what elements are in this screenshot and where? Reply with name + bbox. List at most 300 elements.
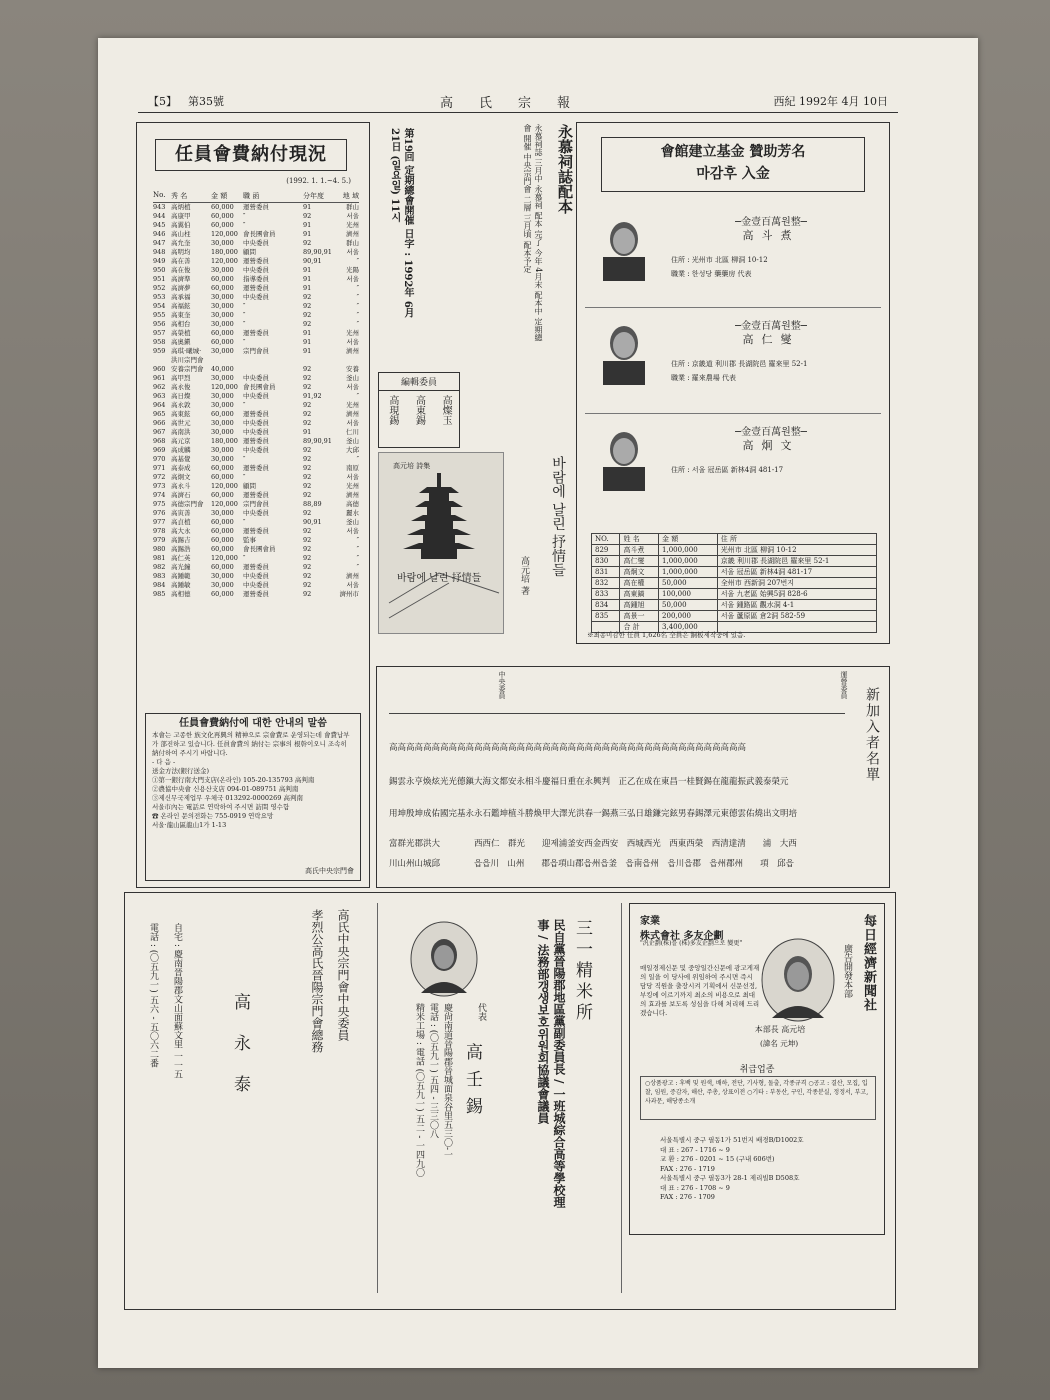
dues-cell: 運營委員	[243, 257, 269, 265]
dues-cell: 92	[303, 536, 312, 544]
donor-amount: ─金壹百萬원整─	[735, 217, 807, 228]
dues-cell: 965	[153, 410, 166, 418]
member-names-1: 錫雲永亨煥炫光光德鎭大海文都安永相斗慶福日重在永興判 正乙在成在東昌一桂賢錫在龍龍振武義泰榮元	[389, 777, 789, 787]
dues-cell: 會長團會員	[243, 383, 276, 391]
dues-cell: 中央委員	[243, 572, 269, 580]
dues-cell: 監事	[243, 536, 256, 544]
dues-cell: 顧問	[243, 482, 256, 490]
dues-cell: 高東鉉	[171, 410, 191, 418]
col-amount: 金 額	[659, 534, 718, 545]
notice-line: 本會는 고종한 族文化再興의 精神으로 宗會費로 운영되는데 會費납부가 部진하고 있습니다. 任員會費의 納付는 宗事의 根幹이오니 조속히 納付하여 주시기 바랍니다.	[152, 731, 350, 757]
dues-cell: 高相德	[171, 590, 191, 598]
ad3-biz-title: 취급업종	[739, 1065, 775, 1075]
dues-cell: 서울	[346, 212, 359, 220]
fund-cell: 100,000	[659, 589, 718, 600]
ad1-home: 自宅 : 慶南晉陽郡文山面蘇文里 一一五	[172, 923, 182, 1079]
col-name: 姓 名	[620, 534, 659, 545]
ad3-head: 本部長 高元培	[754, 1025, 806, 1034]
donor-card	[591, 317, 877, 401]
dues-cell: 972	[153, 473, 166, 481]
dues-cell: 30,000	[211, 293, 234, 301]
dues-row	[153, 257, 359, 266]
editor-name: 高燦玉	[440, 395, 452, 425]
dues-section	[136, 122, 370, 888]
dues-cell: 120,000	[211, 257, 238, 265]
dues-cell: 971	[153, 464, 166, 472]
dues-cell: 30,000	[211, 311, 234, 319]
dues-cell: 60,000	[211, 212, 234, 220]
donor-address: 住所 : 光州市 北區 柳洞 10-12	[671, 256, 768, 264]
dues-cell: 光陽	[346, 266, 359, 274]
dues-cell: 濟州	[346, 230, 359, 238]
member-surnames: 高高高高高高高高高高高高高高高高高高高高高高高高高高高高高高高高高高高高高高高高高高	[389, 743, 747, 753]
fund-cell: 高在權	[620, 578, 659, 589]
dues-row	[153, 311, 359, 320]
contact-line: 대 표 : 276 - 1708 ~ 9	[660, 1183, 730, 1192]
fund-note: ※최종미감한 任員 1,626名 全員은 銅板제작중에 있음.	[587, 631, 746, 639]
ad2-rep-label: 代表	[476, 1003, 486, 1021]
dues-cell: 洪川宗門會	[171, 356, 204, 364]
dues-cell: 92	[303, 212, 312, 220]
dues-cell: 974	[153, 491, 166, 499]
dues-cell: 高永斗	[171, 482, 191, 490]
dues-cell: 高翼伯	[171, 221, 191, 229]
dues-cell: 大邱	[346, 446, 359, 454]
dues-cell: 高甲烈	[171, 374, 191, 382]
paper-title: 高氏宗報	[439, 95, 596, 111]
dues-cell: 中央委員	[243, 266, 269, 274]
fund-cell: 829	[592, 545, 620, 556]
header-amount: 金 額	[211, 192, 228, 200]
dues-cell: 979	[153, 536, 166, 544]
dues-cell: 서울	[346, 581, 359, 589]
dues-cell: ″	[356, 536, 359, 544]
dues-row	[153, 374, 359, 383]
dues-cell: 92	[303, 545, 312, 553]
book-side-title	[518, 456, 568, 632]
dues-cell: 92	[303, 455, 312, 463]
contact-line: FAX : 276 - 1709	[660, 1193, 715, 1201]
donor-amount: ─金壹百萬원整─	[735, 427, 807, 438]
masthead	[148, 92, 888, 110]
dues-cell	[153, 356, 171, 365]
dues-row	[153, 563, 359, 572]
notice-line: 서울市內는 電話로 연락하여 주시면 訪問 영수함	[152, 803, 290, 811]
dues-cell: ″	[243, 311, 246, 319]
dues-cell: 951	[153, 275, 166, 283]
contact-line: 서울특별시 중구 필동1가 51번지 배경B/D1002호	[660, 1136, 804, 1144]
dues-cell: 60,000	[211, 221, 234, 229]
fund-section	[576, 122, 890, 644]
fund-cell: 200,000	[659, 611, 718, 622]
dues-cell: 92	[303, 509, 312, 517]
dues-row	[153, 419, 359, 428]
dues-cell: 高濟準	[171, 275, 191, 283]
ad3-box	[629, 903, 885, 1235]
divider	[585, 307, 881, 308]
dues-cell: 運營委員	[243, 590, 269, 598]
dues-cell: 會長團會員	[243, 545, 276, 553]
dues-cell: 92	[303, 239, 312, 247]
dues-cell: 60,000	[211, 284, 234, 292]
fund-cell: 3,400,000	[659, 622, 718, 633]
donor-photo	[595, 317, 653, 385]
dues-cell: 高基覺	[171, 455, 191, 463]
dues-cell: 30,000	[211, 509, 234, 517]
dues-cell: 中央委員	[243, 293, 269, 301]
editors-names	[379, 391, 459, 425]
donor-address: 住所 : 京畿道 利川郡 長湖院邑 羅來里 52-1	[671, 360, 808, 368]
dues-cell: 高德宗門會	[171, 500, 204, 508]
dues-cell: ″	[356, 563, 359, 571]
dues-cell: 서울	[346, 419, 359, 427]
ad1-phone: 電話 : (〇五九一) 五六 - 五〇六二番	[148, 923, 158, 1068]
dues-row	[153, 527, 359, 536]
dues-cell: 962	[153, 383, 166, 391]
fund-cell: 1,000,000	[659, 567, 718, 578]
fund-row	[592, 567, 877, 578]
dues-cell: 30,000	[211, 455, 234, 463]
dues-cell: 961	[153, 374, 166, 382]
dues-cell: 高日燦	[171, 392, 191, 400]
dues-cell: 92	[303, 473, 312, 481]
dues-cell: 南原	[346, 464, 359, 472]
dues-cell: 會長團會員	[243, 230, 276, 238]
dues-row	[153, 437, 359, 446]
dues-row	[153, 428, 359, 437]
dues-notice	[145, 713, 361, 881]
donor-photo	[595, 213, 653, 281]
editor-name: 高東錫	[413, 395, 425, 425]
dues-cell: 中央委員	[243, 446, 269, 454]
fund-cell: 830	[592, 556, 620, 567]
dues-cell: 954	[153, 302, 166, 310]
dues-cell: 高大永	[171, 527, 191, 535]
dues-cell: 宗門會員	[243, 347, 269, 355]
dues-row	[153, 590, 359, 599]
dues-cell: 60,000	[211, 329, 234, 337]
ad2-company: 三一精米所	[572, 919, 592, 1024]
dues-cell: 高榮植	[171, 329, 191, 337]
dues-cell: 92	[303, 419, 312, 427]
dues-cell: 高仁英	[171, 554, 191, 562]
pagoda-illustration	[379, 453, 503, 633]
dues-cell: 92	[303, 572, 312, 580]
dues-cell: 973	[153, 482, 166, 490]
dues-cell: 群山	[346, 203, 359, 211]
member-names-2: 用坤殷坤成佑國完基永永石鑑坤植斗勝煥甲大澤光洪春一錫燕三弘日雄鎌完鉉男春錫澤元東德雲佑燒出文明培	[389, 809, 798, 819]
dues-cell: 安養宗門會	[171, 365, 204, 373]
dues-cell: 運營委員	[243, 329, 269, 337]
dues-cell: 中央委員	[243, 392, 269, 400]
fund-row	[592, 611, 877, 622]
fund-cell: 1,000,000	[659, 556, 718, 567]
notice-body	[146, 731, 360, 830]
fund-cell: 高斗煮	[620, 545, 659, 556]
dues-cell: 950	[153, 266, 166, 274]
dues-cell	[211, 356, 243, 365]
dues-cell: 180,000	[211, 437, 238, 445]
contact-line: FAX : 276 - 1719	[660, 1164, 715, 1173]
donor-job: 職業 : 羅來農場 代表	[671, 374, 737, 382]
fund-title	[601, 137, 865, 192]
dues-row	[153, 275, 359, 284]
dues-cell: 高炯文	[171, 473, 191, 481]
dues-cell: 中央委員	[243, 239, 269, 247]
fund-cell: 高景一	[620, 611, 659, 622]
dues-cell: 91	[303, 230, 312, 238]
dues-row	[153, 203, 359, 212]
ad3-company-prefix: 家業	[640, 916, 660, 927]
dues-cell: 仁川	[346, 428, 359, 436]
dues-cell: 91,92	[303, 392, 322, 400]
dues-cell: 30,000	[211, 428, 234, 436]
dues-row	[153, 212, 359, 221]
dues-cell: 中央委員	[243, 428, 269, 436]
dues-header	[153, 191, 359, 203]
dues-cell: 運營委員	[243, 437, 269, 445]
dues-cell: 30,000	[211, 374, 234, 382]
dues-cell: 高成麟	[171, 446, 191, 454]
dues-cell: 963	[153, 392, 166, 400]
donor-name: 高仁燮	[742, 333, 800, 346]
dues-cell: 高濟石	[171, 491, 191, 499]
notice-line: ①第一銀行南大門支店(온라인) 105-20-135793 高判南	[152, 776, 315, 784]
dues-cell: 安養	[346, 365, 359, 373]
dues-row	[153, 338, 359, 347]
fund-cell: 서울 冠岳區 新林4洞 481-17	[717, 567, 876, 578]
dues-cell: 982	[153, 563, 166, 571]
book-author: 高元培 著	[519, 556, 529, 595]
dues-row	[153, 320, 359, 329]
dues-cell: 92	[303, 491, 312, 499]
dues-row	[153, 410, 359, 419]
dues-cell: 92	[303, 554, 312, 562]
dues-cell: 977	[153, 518, 166, 526]
advertisement-section	[124, 892, 896, 1310]
dues-cell: ″	[356, 554, 359, 562]
dues-cell: 120,000	[211, 554, 238, 562]
dues-cell: ″	[356, 455, 359, 463]
donor-name: 高斗煮	[742, 229, 800, 242]
dues-cell: 光州	[346, 482, 359, 490]
dues-cell: ″	[243, 320, 246, 328]
dues-cell: 91	[303, 203, 312, 211]
dues-cell: 高泰成	[171, 464, 191, 472]
fund-cell: 834	[592, 600, 620, 611]
dues-row	[153, 365, 359, 374]
label-operation-committee: 運營委員	[840, 671, 848, 699]
fund-cell: 1,000,000	[659, 545, 718, 556]
dues-cell: ″	[356, 257, 359, 265]
dues-cell: 高鍾範	[171, 572, 191, 580]
dues-cell: 60,000	[211, 275, 234, 283]
dues-cell: 中央委員	[243, 419, 269, 427]
fund-row	[592, 600, 877, 611]
dues-cell: 959	[153, 347, 166, 355]
dues-cell: 943	[153, 203, 166, 211]
member-regions-1: 富群光郡洪大 西西仁 群光 迎제浦釜安西金西安 西城西光 西東西榮 西清達清 浦 大西	[389, 839, 797, 849]
dues-cell: 91	[303, 275, 312, 283]
dues-cell: 30,000	[211, 581, 234, 589]
dues-cell: 30,000	[211, 239, 234, 247]
dues-cell: 釜山	[346, 518, 359, 526]
dues-cell: 高相台	[171, 320, 191, 328]
book-cover-image	[378, 452, 504, 634]
dues-cell: ″	[243, 338, 246, 346]
editor-name: 高現錫	[386, 395, 398, 425]
fund-row	[592, 578, 877, 589]
divider	[585, 413, 881, 414]
ad2-name: 高壬錫	[462, 1043, 482, 1124]
dues-cell: 60,000	[211, 473, 234, 481]
dues-cell: 運營委員	[243, 464, 269, 472]
book-title: 바람에 날린 抒情들	[550, 456, 566, 577]
dues-cell: 運營委員	[243, 284, 269, 292]
dues-cell: 983	[153, 572, 166, 580]
donor-card	[591, 213, 877, 297]
dues-cell: 高康甲	[171, 212, 191, 220]
masthead-rule	[138, 112, 898, 113]
ad1-title: 孝烈公高氏晉陽宗門會總務	[310, 909, 324, 1053]
dues-cell: 985	[153, 590, 166, 598]
dues-cell: 92	[303, 320, 312, 328]
dues-cell: 957	[153, 329, 166, 337]
notice-line: ②農協中央會 신용산支店 094-01-089751 高判南	[152, 785, 299, 793]
dues-cell: 60,000	[211, 536, 234, 544]
dues-row	[153, 230, 359, 239]
ad1-name: 高永泰	[230, 993, 250, 1116]
issue-date: 西紀 1992年 4月 10日	[773, 95, 888, 108]
dues-cell: 群山	[346, 239, 359, 247]
dues-row	[153, 392, 359, 401]
donor-photo	[595, 423, 653, 491]
dues-cell: 60,000	[211, 518, 234, 526]
dues-cell: 光州	[346, 401, 359, 409]
dues-cell: 釜山	[346, 437, 359, 445]
dues-cell: 中央委員	[243, 581, 269, 589]
fund-cell: 高仁燮	[620, 556, 659, 567]
donor-address: 住所 : 서울 冠岳區 新林4洞 481-17	[671, 466, 784, 474]
dues-cell: 서울	[346, 275, 359, 283]
dues-cell: 高寅善	[171, 509, 191, 517]
dues-cell: 宗門會員	[243, 500, 269, 508]
dues-cell: 30,000	[211, 320, 234, 328]
fund-table	[591, 533, 877, 633]
dues-cell: 92	[303, 482, 312, 490]
dues-row	[153, 446, 359, 455]
dues-cell: 92	[303, 293, 312, 301]
dues-cell: 高在善	[171, 257, 191, 265]
editors-box	[378, 372, 460, 448]
dues-cell: 92	[303, 383, 312, 391]
dues-row	[153, 455, 359, 464]
dues-cell: 濟州	[346, 347, 359, 355]
dues-cell: ″	[356, 320, 359, 328]
dues-cell: 60,000	[211, 491, 234, 499]
ad3-biz-list: ○상품광고 : 후백 및 원색, 배하, 전단, 기사형, 돌출, 각종규격 ○공고 : 결산, 모집, 입찰, 임원, 증감자, 해산, 주총, 상표이전 ○기타 : 부동산, 구인, 각종분실, 정정서, 부고, 사과문, 해당종소개	[640, 1076, 876, 1120]
dues-cell: 975	[153, 500, 166, 508]
editors-title: 編輯委員	[379, 373, 459, 391]
fund-cell: 高炯文	[620, 567, 659, 578]
dues-cell: 120,000	[211, 500, 238, 508]
label-central-committee: 中央委員	[498, 671, 506, 699]
dues-row	[153, 329, 359, 338]
dues-period: (1992. 1. 1.~4. 5.)	[286, 177, 351, 185]
book-cover-label: 高元培 詩集	[393, 462, 431, 470]
dues-cell: 濟州市	[339, 590, 359, 598]
dues-row	[153, 302, 359, 311]
dues-cell: 서울	[346, 248, 359, 256]
header-title: 職 函	[243, 192, 260, 200]
fund-cell: 서울 蘆原區 倉2洞 582-59	[717, 611, 876, 622]
dues-cell: 91	[303, 428, 312, 436]
dues-cell: 91	[303, 329, 312, 337]
article-headline: 永慕祠誌配本	[556, 124, 574, 214]
dues-cell: 60,000	[211, 464, 234, 472]
fund-cell: 833	[592, 589, 620, 600]
ad3-company-name: 株式會社 多友企劃	[640, 931, 724, 942]
dues-cell: 高永俊	[171, 383, 191, 391]
dues-cell: 運營委員	[243, 203, 269, 211]
ad3-department: 廣告開發本部	[842, 944, 852, 998]
fund-cell: 서울 九老區 始興5洞 828-6	[717, 589, 876, 600]
dues-cell: 91	[303, 221, 312, 229]
ad2-address: 慶尙南道晉陽郡晉城面泉谷里五三〇-一	[442, 1003, 452, 1160]
fund-cell: 831	[592, 567, 620, 578]
dues-cell: 濟州	[346, 491, 359, 499]
book-cover-title: 바람에 날린 抒情들	[397, 573, 482, 584]
dues-cell: ″	[243, 473, 246, 481]
donor-job: 職業 : 한성당 藥藥房 代表	[671, 270, 752, 278]
issue-number: 第35號	[188, 95, 224, 108]
dues-cell: 90,91	[303, 257, 322, 265]
notice-signature: 高氏中央宗門會	[305, 867, 354, 875]
dues-cell: 945	[153, 221, 166, 229]
dues-row	[153, 347, 359, 356]
dues-cell: 949	[153, 257, 166, 265]
dues-row	[153, 581, 359, 590]
dues-cell: ″	[356, 392, 359, 400]
dues-row	[153, 491, 359, 500]
dues-cell: 92	[303, 563, 312, 571]
dues-cell	[243, 365, 303, 374]
dues-cell: 980	[153, 545, 166, 553]
dues-cell	[243, 356, 303, 365]
donor-name: 高炯文	[742, 439, 800, 452]
dues-cell: 120,000	[211, 230, 238, 238]
dues-cell: 981	[153, 554, 166, 562]
dues-cell: 釜山	[346, 374, 359, 382]
dues-cell: 高南洪	[171, 428, 191, 436]
dues-cell: 運營委員	[243, 491, 269, 499]
dues-cell: 運營委員	[243, 410, 269, 418]
fund-cell: 50,000	[659, 600, 718, 611]
dues-cell: 麗水	[346, 509, 359, 517]
dues-cell: 30,000	[211, 266, 234, 274]
bracket-line	[389, 713, 845, 714]
dues-row	[153, 284, 359, 293]
dues-cell: 高允奎	[171, 239, 191, 247]
dues-row	[153, 509, 359, 518]
dues-cell: 89,90,91	[303, 437, 332, 445]
ad3-portrait	[760, 938, 836, 1022]
col-no: NO.	[592, 534, 620, 545]
new-members-title: 新加入者名單	[864, 687, 880, 783]
dues-cell: ″	[356, 545, 359, 553]
dues-row	[153, 500, 359, 509]
divider	[621, 903, 622, 1293]
